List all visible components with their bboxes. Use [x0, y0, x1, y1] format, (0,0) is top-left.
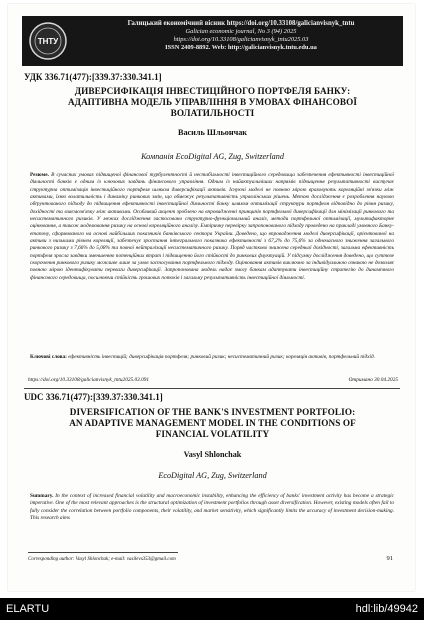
title-ua: ДИВЕРСИФІКАЦІЯ ІНВЕСТИЦІЙНОГО ПОРТФЕЛЯ БАНКУ: АДАПТИВНА МОДЕЛЬ УПРАВЛІННЯ В УМОВАХ ФІНАНСОВОЇ ВОЛАТИЛЬНОСТІ [67, 86, 358, 118]
handle-id[interactable]: hdl:lib/49942 [355, 603, 418, 615]
svg-text:ТНТУ: ТНТУ [37, 37, 59, 46]
abstract-text-en: In the context of increased financial volatility and macroeconomic instability, enhancing the efficiency of banks' investment activity has become a strategic imperative. One of the most relevant approaches is the structural optimization of investment portfolios through asset diversification. However, existing models often fail to fully consider the correlation between portfolio components, their volatility, and market sensitivity, which significantly limits the accuracy of investment decision-making. This research aims [30, 493, 394, 522]
abstract-label-en: Summary. [30, 493, 54, 499]
article-doi-link[interactable]: https://doi.org/10.33108/galicianvisnyk_tntu2025.03.091 [28, 377, 150, 383]
abstract-ua [30, 172, 394, 282]
abstract-en [30, 493, 394, 522]
abstract-text-ua: В сучасних умовах підвищеної фінансової турбулентності й нестабільності інвестиційного середовища забезпечення ефективності інвестиційної діяльності банків є одним із ключових завдань фінансового управління. Одним із найактуальніших напрямів підвищення результативності виступає структурна оптимізація інвестиційного портфеля шляхом диверсифікації активів. Існуючі моделі не повною мірою враховують кореляційні зв'язки між активами, їхню волатильність і динаміку ринкових змін, що обмежує результативність управлінських рішень. Метою дослідження є розроблення науково обґрунтованого підходу до підвищення ефективності інвестиційної діяльності банку шляхом оптимізації структури портфеля відповідно до рівня ризику, дохідності та взаємозв'язку між активами. Особливий акцент зроблено на впровадженні принципів портфельної диверсифікації для мінімізації ринкового та несистематичного ризиків. У межах дослідження застосовано структурно-функціональний аналіз, методи портфельної оптимізації, мультифакторне оцінювання, а також моделювання ризику на основі кореляційного аналізу. Емпіричну перевірку запропонованого підходу проведено на прикладі умовного Банку-етапону, сформованого на основі найбільших показників банківського сектора України. Доведено, що впровадження моделі диверсифікації, орієнтованої на активи з низькими рівнем кореляції, забезпечує зростання інтегрального показника ефективності з 67,2% до 75,6% за одночасного зниження загального ринкового ризику з 7,66% до 5,08% та повної нейтралізації несистематичного ризику. Поряд частково знижена середньої дохідності, загальна ефективність портфеля зросла завдяки зменшенню потенційних втрат і підвищенню його стійкості до ринкових флуктуацій. У підсумку дослідження доведено, що суттєве скорочення ринкового ризику можливе лише за умов застосування портфельного підходу. Оцінювання активів виключно за індивідуальною ознакою не дозволяє повною мірою ідентифікувати переваги диверсифікації. Запропонована модель надає змогу банкам адаптувати інвестиційну стратегію до динамічного фінансового середовища, посилюючи стійкість грошових потоків і загальну результативність інвестиційної діяльності. [30, 172, 394, 281]
repository-bar [0, 598, 424, 620]
repository-name: ELARTU [6, 603, 50, 615]
document-page [8, 4, 415, 591]
journal-logo [28, 21, 68, 61]
journal-issue-doi: https://doi.org/10.33108/galicianvisnyk_tntu2025.03 [173, 36, 309, 43]
page-number: 91 [386, 555, 393, 562]
affiliation-en: EcoDigital AG, Zug, Switzerland [158, 471, 267, 480]
corresponding-author: Corresponding author: Vasyl Shlonchak; e-mail: vasilevs353@gmail.com [28, 557, 176, 562]
journal-header [22, 16, 403, 66]
section-divider [24, 388, 400, 389]
footnote-divider [28, 552, 178, 553]
received-date: Отримано 30.04.2025 [348, 377, 398, 383]
abstract-label-ua: Резюме. [30, 172, 49, 178]
doi-row [28, 377, 398, 383]
udc-en: UDC 336.71(477):[339.37:330.341.1] [24, 392, 163, 402]
title-en: DIVERSIFICATION OF THE BANK'S INVESTMENT PORTFOLIO: AN ADAPTIVE MANAGEMENT MODEL IN THE CONDITIONS OF FINANCIAL VOLATILITY [69, 407, 356, 439]
udc-ua: УДК 336.71(477):[339.37:330.341.1] [24, 72, 162, 82]
affiliation-ua: Компанія EcoDigital AG, Zug, Switzerland [141, 152, 284, 161]
journal-issn-web: ISSN 2409-8892. Web: http://galicianvisnyk.tntu.edu.ua [165, 44, 317, 51]
journal-issue: Galician economic journal, No 3 (94) 2025 [185, 28, 297, 35]
journal-name: Галицький економічний вісник https://doi.org/10.33108/galicianvisnyk_tntu [127, 20, 355, 27]
keywords-text-ua: ефективність інвестицій; диверсифікація портфеля; ринковий ризик; несистематичний ризик; кореляція активів, портфельний підхід. [68, 354, 375, 360]
keywords-ua [30, 354, 394, 361]
author-en: Vasyl Shlonchak [183, 450, 242, 459]
keywords-label-ua: Ключові слова: [30, 354, 67, 360]
author-ua: Василь Шльончак [177, 128, 248, 137]
